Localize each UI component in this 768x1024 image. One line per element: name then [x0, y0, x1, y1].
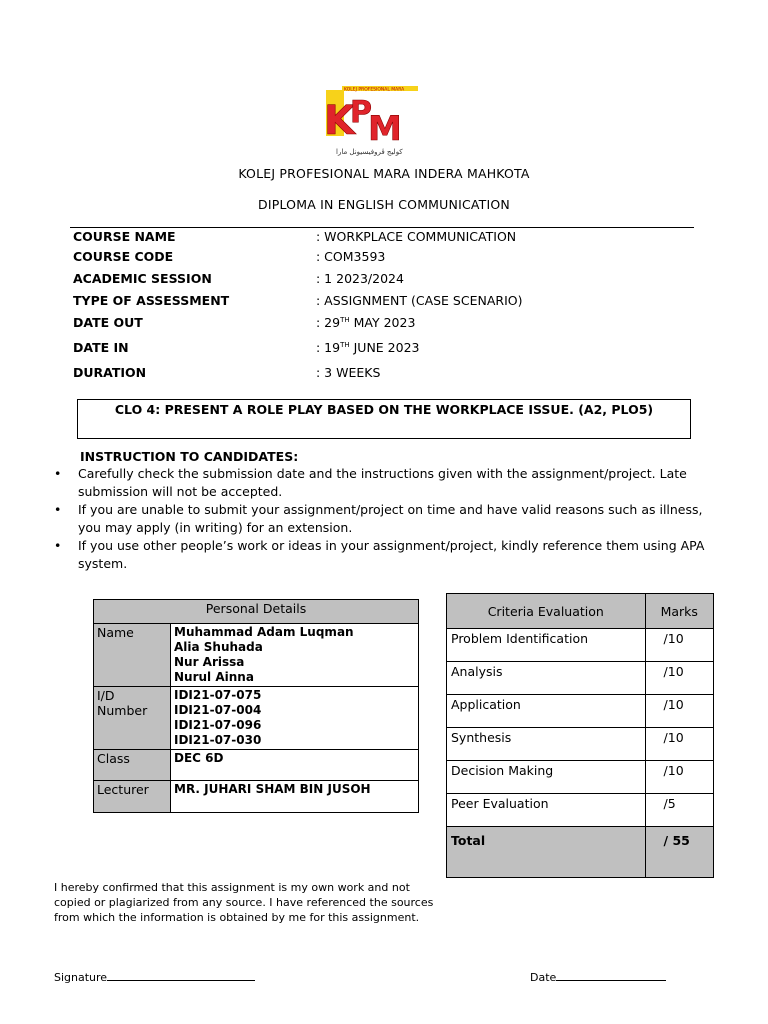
- name-label: Name: [94, 624, 171, 687]
- criterion-name: Decision Making: [447, 761, 646, 794]
- date-out-label: DATE OUT: [73, 315, 143, 330]
- criterion-marks: /10: [645, 695, 713, 728]
- institution-title: KOLEJ PROFESIONAL MARA INDERA MAHKOTA: [238, 166, 530, 181]
- criterion-name: Application: [447, 695, 646, 728]
- signature-line: [107, 980, 255, 981]
- logo-script-text: كوليج ڤروفيسيونل مارا: [336, 148, 403, 156]
- instructions-list: [54, 465, 719, 573]
- svg-text:P: P: [350, 95, 372, 130]
- date-field: [530, 971, 666, 984]
- svg-text:M: M: [368, 109, 402, 149]
- criteria-heading: Criteria Evaluation: [447, 594, 646, 629]
- criterion-name: Synthesis: [447, 728, 646, 761]
- criterion-marks: /5: [645, 794, 713, 827]
- names-cell: [171, 624, 419, 687]
- criterion-name: Problem Identification: [447, 629, 646, 662]
- clo-statement: CLO 4: PRESENT A ROLE PLAY BASED ON THE WORKPLACE ISSUE. (A2, PLO5): [114, 402, 654, 417]
- criterion-name: Analysis: [447, 662, 646, 695]
- student-id: IDI21-07-030: [174, 733, 262, 747]
- signature-label: Signature: [54, 971, 108, 984]
- criterion-name: Peer Evaluation: [447, 794, 646, 827]
- instruction-item: • If you use other people’s work or ideas in your assignment/project, kindly reference them using APA system.: [54, 537, 719, 573]
- duration-label: DURATION: [73, 365, 147, 380]
- total-label: Total: [447, 827, 646, 878]
- logo-top-text: KOLEJ PROFESIONAL MARA: [344, 87, 405, 93]
- criterion-marks: /10: [645, 761, 713, 794]
- ids-cell: [171, 687, 419, 750]
- class-label: Class: [94, 750, 171, 781]
- lecturer-value: MR. JUHARI SHAM BIN JUSOH: [171, 781, 419, 813]
- duration-value: : 3 WEEKS: [316, 365, 381, 380]
- instruction-item: • If you are unable to submit your assignment/project on time and have valid reasons such as illness, you may apply (in writing) for an extension.: [54, 501, 719, 537]
- academic-session-value: : 1 2023/2024: [316, 271, 404, 286]
- id-number-label: I/D Number: [94, 687, 171, 750]
- programme-title: DIPLOMA IN ENGLISH COMMUNICATION: [258, 197, 510, 212]
- course-name-label: COURSE NAME: [73, 229, 176, 244]
- assessment-type-label: TYPE OF ASSESSMENT: [73, 293, 230, 308]
- date-in-value: : 19TH JUNE 2023: [316, 340, 420, 355]
- date-out-value: : 29TH MAY 2023: [316, 315, 416, 330]
- criterion-marks: /10: [645, 662, 713, 695]
- instructions-heading: INSTRUCTION TO CANDIDATES:: [80, 449, 299, 464]
- assessment-type-value: : ASSIGNMENT (CASE SCENARIO): [316, 293, 523, 308]
- student-id: IDI21-07-004: [174, 703, 262, 717]
- signature-field: [54, 971, 255, 984]
- total-marks: / 55: [645, 827, 713, 878]
- student-name: Nur Arissa: [174, 655, 245, 669]
- course-name-value: : WORKPLACE COMMUNICATION: [316, 229, 517, 244]
- course-code-value: : COM3593: [316, 249, 386, 264]
- academic-session-label: ACADEMIC SESSION: [73, 271, 212, 286]
- student-name: Muhammad Adam Luqman: [174, 625, 354, 639]
- course-code-label: COURSE CODE: [73, 249, 174, 264]
- criterion-marks: /10: [645, 728, 713, 761]
- declaration-text: I hereby confirmed that this assignment is my own work and not copied or plagiarized from any source. I have referenced the sources from which the information is obtained by me for this assignment.: [54, 881, 434, 924]
- personal-details-heading: Personal Details: [94, 600, 419, 624]
- student-name: Alia Shuhada: [174, 640, 263, 654]
- kpm-logo-graphic: [322, 86, 418, 158]
- class-value: DEC 6D: [171, 750, 419, 781]
- personal-details-table: [93, 599, 419, 813]
- marks-heading: Marks: [645, 594, 713, 629]
- svg-text:K: K: [324, 98, 355, 144]
- student-name: Nurul Ainna: [174, 670, 254, 684]
- date-in-label: DATE IN: [73, 340, 129, 355]
- header-rule: [70, 227, 694, 228]
- date-label: Date: [530, 971, 557, 984]
- criterion-marks: /10: [645, 629, 713, 662]
- date-line: [556, 980, 666, 981]
- college-logo: [322, 86, 418, 158]
- student-id: IDI21-07-075: [174, 688, 262, 702]
- student-id: IDI21-07-096: [174, 718, 262, 732]
- lecturer-label: Lecturer: [94, 781, 171, 813]
- criteria-evaluation-table: [446, 593, 714, 878]
- instruction-item: • Carefully check the submission date and the instructions given with the assignment/project. Late submission will not be accepted.: [54, 465, 719, 501]
